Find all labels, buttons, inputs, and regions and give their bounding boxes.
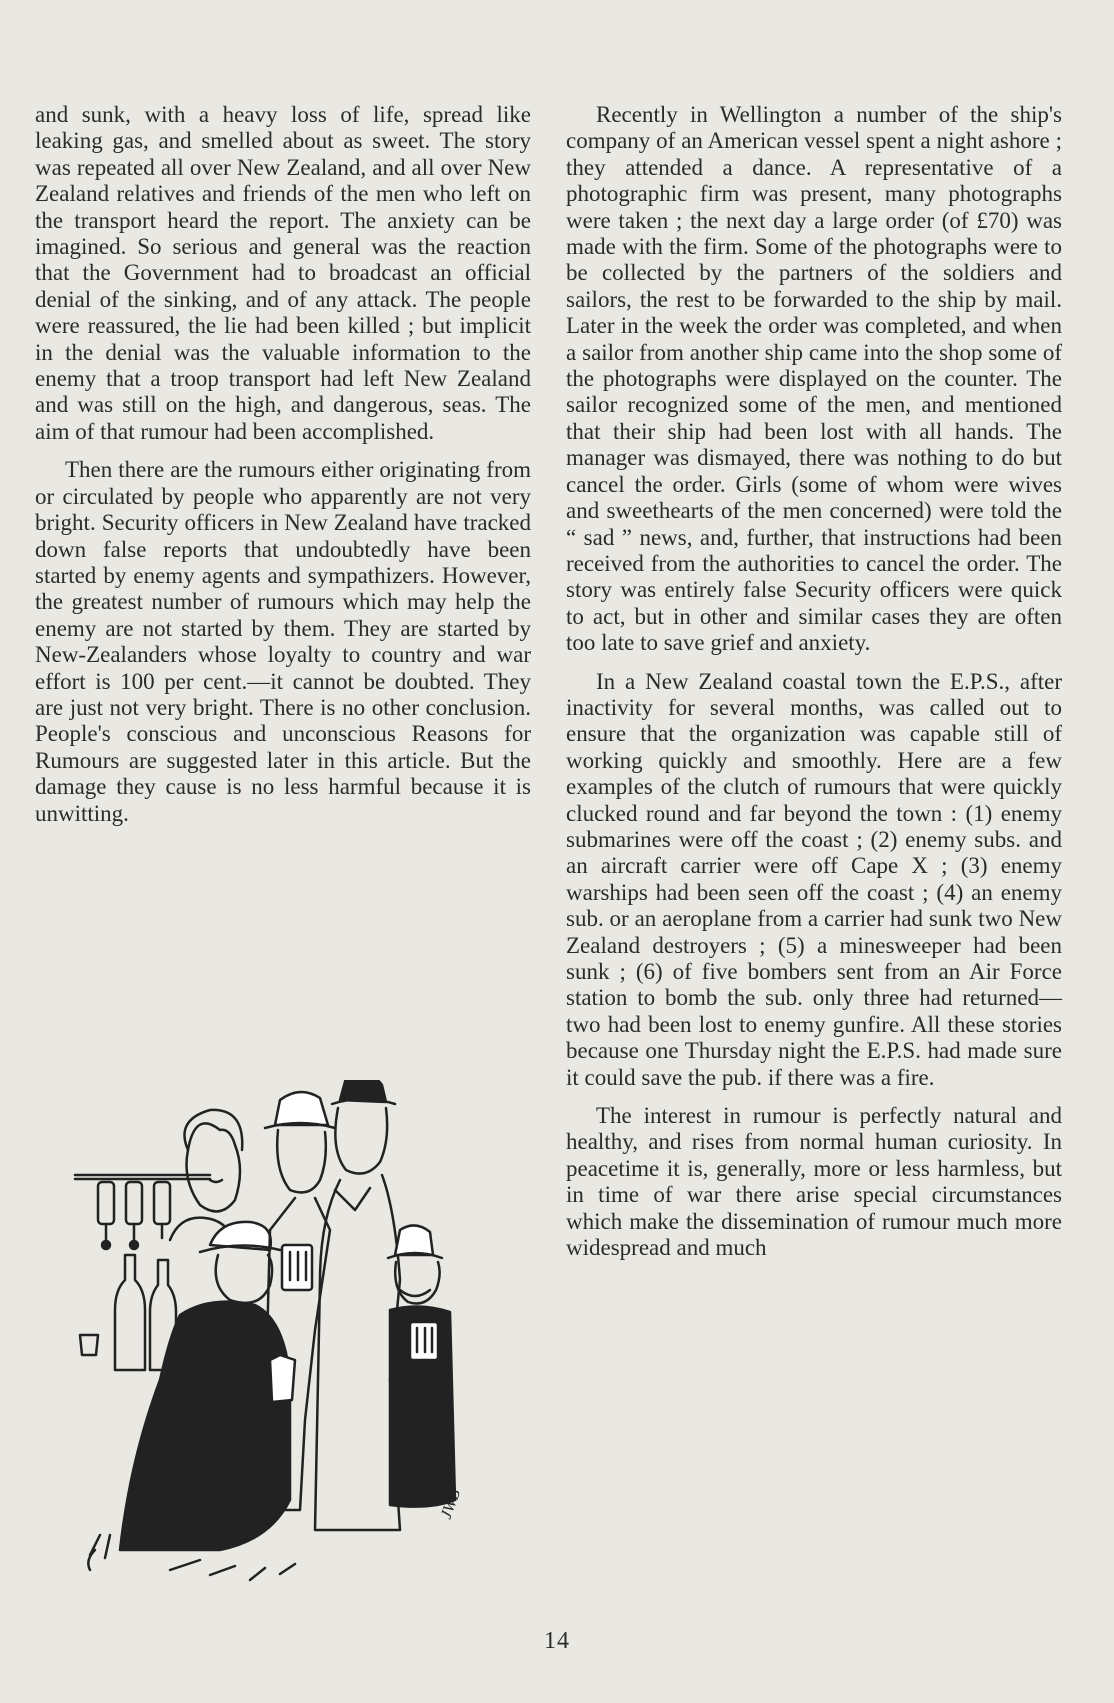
paragraph: Then there are the rumours either originating from or circulated by people who apparently are not very bright. Security officers in New Zealand have tracked down false reports that undoubtedly have been started by enemy agents and sympathizers. However, the greatest number of rumours which may help the enemy are not started by them. They are started by New-Zealanders whose loyalty to country and war effort is 100 per cent.—it cannot be doubted. They are just not very bright. There is no other conclusion. People's conscious and unconscious Reasons for Rumours are suggested later in this article. But the damage they cause is no less harmful because it is unwitting. — [35, 457, 531, 826]
page-number: 14 — [544, 1628, 570, 1654]
paragraph: and sunk, with a heavy loss of life, spread like leaking gas, and smelled about as sweet. The story was repeated all over New Zealand, and all over New Zealand relatives and friends of the men who left on the transport heard the report. The anxiety can be imagined. So serious and general was the reaction that the Government had to broadcast an official denial of the sinking, and of any attack. The people were reassured, the lie had been killed ; but implicit in the denial was the valuable information to the enemy that a troop transport had left New Zealand and was still on the high, and dangerous, seas. The aim of that rumour had been accomplished. — [35, 102, 531, 444]
left-column — [35, 102, 531, 839]
bottle-icon — [80, 1255, 176, 1370]
paragraph: Recently in Wellington a number of the ship's company of an American vessel spent a night ashore ; they attended a dance. A representative of a photographic firm was present, many photographs were taken ; the next day a large order (of £70) was made with the firm. Some of the photographs were to be collected by the partners of the soldiers and sailors, the rest to be forwarded to the ship by mail. Later in the week the order was completed, and when a sailor from another ship came into the shop some of the photographs were displayed on the counter. The sailor recognized some of the men, and mentioned that their ship had been lost with all hands. The manager was dismayed, there was nothing to do but cancel the order. Girls (some of whom were wives and sweethearts of the men concerned) were told the “ sad ” news, and, further, that instructions had been received from the authorities to cancel the order. The story was entirely false Security officers were quick to act, but in other and similar cases they are often too late to save grief and anxiety. — [566, 102, 1062, 656]
man-dark-coat-figure — [88, 1222, 295, 1570]
paragraph: In a New Zealand coastal town the E.P.S., after inactivity for several months, was called out to ensure that the organization was capable still of working quickly and smoothly. Here are a few examples of the clutch of rumours that were quickly clucked round and far beyond the town : (1) enemy submarines were off the coast ; (2) enemy subs. and an aircraft carrier were off Cape X ; (3) enemy warships had been seen off the coast ; (4) an enemy sub. or an aeroplane from a carrier had sunk two New Zealand destroyers ; (5) a minesweeper had been sunk ; (6) of five bombers sent from an Air Force station to bomb the sub. only three had returned—two had been lost to enemy gunfire. All these stories because one Thursday night the E.P.S. had made sure it could save the pub. if there was a fire. — [566, 668, 1062, 1090]
paragraph: The interest in rumour is perfectly natural and healthy, and rises from normal human curiosity. In peacetime it is, generally, more or less harmless, but in time of war there arise special circumstances which make the dissemination of rumour much more widespread and much — [566, 1103, 1062, 1261]
right-column — [566, 102, 1062, 1273]
man-trench-coat-figure — [315, 1080, 400, 1530]
floor-marks — [170, 1560, 295, 1580]
bar-shelf — [75, 1175, 210, 1179]
artist-signature: JWB — [437, 1487, 465, 1522]
bottle-icon — [98, 1182, 170, 1249]
cartoon-illustration — [70, 1080, 510, 1595]
